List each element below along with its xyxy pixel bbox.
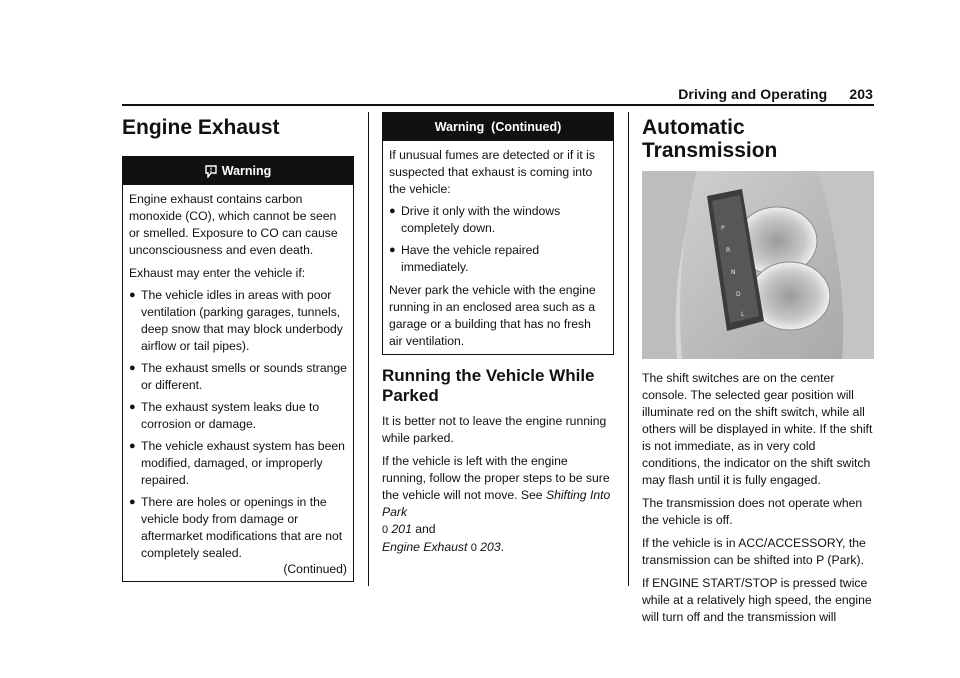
list-item: ● The exhaust smells or sounds strange or different. bbox=[129, 361, 347, 393]
warning-label: Warning bbox=[221, 164, 272, 179]
continued-label: (Continued) bbox=[283, 562, 347, 577]
warning-header bbox=[123, 157, 353, 185]
svg-text:!: ! bbox=[209, 167, 213, 175]
warning-paragraph: Never park the vehicle with the engine running in an enclosed area such as a garage or a building that has no fresh air ventilation. bbox=[389, 283, 596, 348]
warning-paragraph: Exhaust may enter the vehicle if: bbox=[129, 266, 306, 281]
shift-label-r: R bbox=[726, 247, 731, 255]
body-paragraph: It is better not to leave the engine running while parked. bbox=[382, 414, 607, 446]
shift-console-photo bbox=[642, 171, 874, 359]
page-number: 203 bbox=[849, 86, 873, 102]
page-header bbox=[678, 86, 873, 102]
section-heading-automatic-transmission: Automatic Transmission bbox=[642, 116, 778, 163]
column-divider-2 bbox=[628, 112, 629, 586]
xref-link-engine-exhaust[interactable]: Engine Exhaust bbox=[382, 540, 468, 555]
shift-label-d: D bbox=[736, 291, 741, 299]
section-heading-running-parked: Running the Vehicle While Parked bbox=[382, 366, 595, 405]
list-item: ● Have the vehicle repaired immediately. bbox=[389, 243, 540, 274]
list-item: ● The vehicle idles in areas with poor ventilation (parking garages, tunnels, deep snow that may block underbody airflow or tail pipes). bbox=[129, 288, 343, 354]
column-3 bbox=[642, 112, 874, 626]
body-paragraph: If the vehicle is in ACC/ACCESSORY, the transmission can be shifted into P (Park). bbox=[642, 536, 866, 568]
column-1 bbox=[122, 112, 354, 582]
section-heading-engine-exhaust: Engine Exhaust bbox=[122, 116, 280, 139]
xref-arrow-icon: 0 bbox=[382, 524, 389, 537]
list-item: ● Drive it only with the windows completely down. bbox=[389, 204, 561, 235]
column-2 bbox=[382, 112, 614, 557]
section-title: Driving and Operating bbox=[678, 86, 828, 102]
body-paragraph: The transmission does not operate when the vehicle is off. bbox=[642, 496, 863, 528]
warning-paragraph: Engine exhaust contains carbon monoxide (CO), which cannot be seen or smelled. Exposure to CO can cause unconsciousness and even death. bbox=[129, 192, 338, 258]
warning-icon bbox=[205, 160, 217, 188]
header-rule bbox=[122, 104, 874, 106]
shift-label-p: P bbox=[721, 225, 725, 233]
shift-label-l: L bbox=[741, 311, 745, 319]
warning-box bbox=[122, 156, 354, 582]
body-paragraph: If ENGINE START/STOP is pressed twice while at a relatively high speed, the engine will turn off and the transmission will bbox=[642, 576, 872, 625]
warning-paragraph: If unusual fumes are detected or if it is suspected that exhaust is coming into the vehicle: bbox=[389, 148, 595, 196]
list-item: ● There are holes or openings in the vehicle body from damage or aftermarket modifications that are not completely sealed. bbox=[129, 495, 343, 561]
column-divider-1 bbox=[368, 112, 369, 586]
xref-arrow-icon: 0 bbox=[470, 542, 477, 555]
xref-page[interactable]: 203 bbox=[480, 540, 501, 555]
warning-continued-header: Warning (Continued) bbox=[383, 113, 613, 141]
xref-page[interactable]: 201 bbox=[391, 522, 412, 537]
body-paragraph: The shift switches are on the center console. The selected gear position will illuminate red on the shift switch, while all others will be displayed in white. If the shift is not immediate, as in very cold conditions, the indicator on the shift switch may flash until it is fully engaged. bbox=[642, 371, 873, 488]
warning-list bbox=[129, 287, 347, 562]
body-paragraph: If the vehicle is left with the engine running, follow the proper steps to be sure the vehicle will not move. See Shifting Into Park 0 201 and Engine Exhaust 0 203. bbox=[382, 454, 611, 555]
warning-list bbox=[389, 203, 607, 276]
xref-link-shifting-into-park[interactable]: Shifting Into Park bbox=[382, 488, 611, 520]
list-item: ● The vehicle exhaust system has been modified, damaged, or improperly repaired. bbox=[129, 439, 345, 488]
list-item: ● The exhaust system leaks due to corrosion or damage. bbox=[129, 400, 320, 432]
shift-label-n: N bbox=[731, 269, 736, 277]
warning-continued-box bbox=[382, 112, 614, 355]
